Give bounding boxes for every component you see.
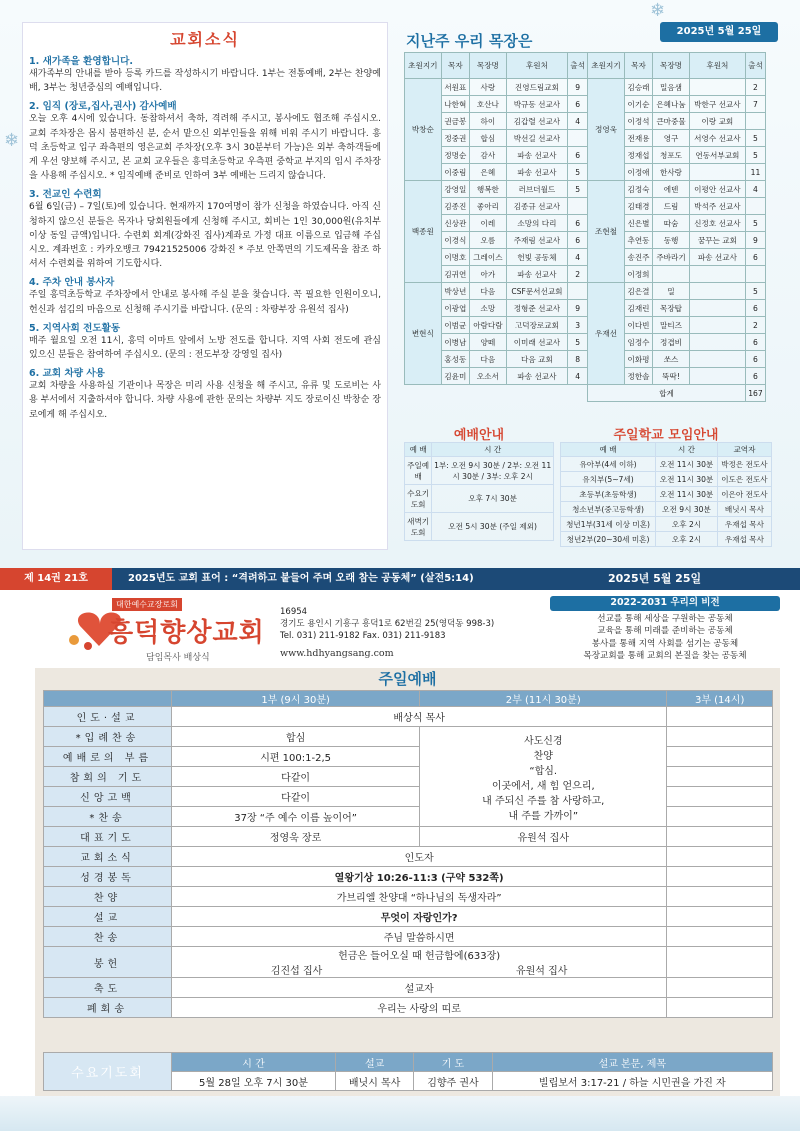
table-row: 교회소식 인도자 bbox=[44, 847, 773, 867]
news-heading: 6. 교회 차량 사용 bbox=[29, 368, 105, 380]
service-label: 찬양 bbox=[44, 887, 172, 907]
pasture-cell: 박상년 bbox=[441, 283, 469, 300]
sunday-service bbox=[35, 668, 780, 1048]
news-heading: 2. 임직 (장로,집사,권사) 감사예배 bbox=[29, 101, 177, 113]
pasture-cell: 양떼 bbox=[470, 334, 507, 351]
pasture-cell bbox=[745, 198, 765, 215]
pasture-cell: 밀음샘 bbox=[653, 79, 690, 96]
church-news bbox=[22, 22, 388, 550]
pasture-cell: 4 bbox=[745, 181, 765, 198]
table-row: *입례찬송 합심 사도신경 찬양 “합심. 이곳에서, 새 힘 얻으리, 내 주되신 주를 참 사랑하고, 내 주를 가까이” bbox=[44, 727, 773, 747]
pasture-cell: 5 bbox=[568, 181, 588, 198]
pasture-cell: 2 bbox=[568, 266, 588, 283]
pasture-cell: 이기순 bbox=[624, 96, 652, 113]
snowflake-icon: ❄ bbox=[4, 130, 20, 151]
table-row: 유치부(5~7세) 오전 11시 30분 이도은 전도사 bbox=[561, 472, 772, 487]
table-row: *찬송 37장 “주 예수 이름 높이어” bbox=[44, 807, 773, 827]
pasture-cell: 은혜나눔 bbox=[653, 96, 690, 113]
worship-info-title: 예배안내 bbox=[453, 428, 505, 443]
pasture-header: 목자 bbox=[624, 53, 652, 79]
pasture-cell: 6 bbox=[568, 147, 588, 164]
pasture-cell bbox=[653, 266, 690, 283]
pasture-cell: 홍성동 bbox=[441, 351, 469, 368]
pasture-cell: 주재림 선교사 bbox=[506, 232, 567, 249]
table-row: 주일예배 1부: 오전 9시 30분 / 2부: 오전 11시 30분 / 3부: 오후 2시 bbox=[405, 457, 554, 485]
pasture-header: 목장명 bbox=[470, 53, 507, 79]
pasture-cell: 임정수 bbox=[624, 334, 652, 351]
pasture-cell: 박규동 선교사 bbox=[506, 96, 567, 113]
table-row bbox=[405, 351, 766, 368]
pasture-cell: 다음 bbox=[470, 351, 507, 368]
service-label: *찬송 bbox=[44, 807, 172, 827]
church-address: 16954 경기도 용인시 기흥구 흥덕1로 62번길 25(영덕동 998-3) Tel. 031) 211-9182 Fax. 031) 211-9183 bbox=[280, 607, 495, 641]
pasture-header: 후원처 bbox=[689, 53, 745, 79]
region-leader: 박창순 bbox=[405, 79, 442, 181]
pasture-cell: 이정애 bbox=[624, 164, 652, 181]
pasture-cell bbox=[689, 317, 745, 334]
table-row bbox=[405, 79, 766, 96]
table-row: 청소년부(중고등학생) 오전 9시 30분 배닛시 목사 bbox=[561, 502, 772, 517]
pasture-cell: 행복한 bbox=[470, 181, 507, 198]
vision-line: 선교를 통해 세상을 구원하는 공동체 bbox=[597, 613, 733, 624]
pasture-cell: 이정희 bbox=[624, 266, 652, 283]
pasture-cell: 신은별 bbox=[624, 215, 652, 232]
pasture-cell: 파송 선교사 bbox=[506, 164, 567, 181]
news-text: 교회 차량을 사용하실 기관이나 목장은 미리 사용 신청을 해 주시고, 유류 및 도로비는 사용 부서에서 지출하셔야 합니다. 차량 사용에 관한 문의는 차량부 지도 장로이신 박창순 장로에게 해 주십시오. bbox=[29, 381, 381, 420]
pasture-cell: CSF문서선교회 bbox=[506, 283, 567, 300]
region-leader: 정영욱 bbox=[588, 79, 625, 181]
pasture-cell: 이화평 bbox=[624, 351, 652, 368]
pasture-cell: 전재용 bbox=[624, 130, 652, 147]
pasture-cell: 9 bbox=[745, 232, 765, 249]
pasture-cell: 6 bbox=[745, 249, 765, 266]
winter-scene bbox=[0, 1096, 800, 1131]
total-value: 167 bbox=[745, 385, 765, 402]
pasture-cell: 따숨 bbox=[653, 215, 690, 232]
pasture-cell: 정중권 bbox=[441, 130, 469, 147]
pasture-cell: 오소서 bbox=[470, 368, 507, 385]
pasture-cell: 밀 bbox=[653, 283, 690, 300]
service-label: 참회의 기도 bbox=[44, 767, 172, 787]
pasture-cell: 청포도 bbox=[653, 147, 690, 164]
pasture-cell: 이정석 bbox=[624, 113, 652, 130]
pasture-header: 후원처 bbox=[506, 53, 567, 79]
pasture-cell: 박한구 선교사 bbox=[689, 96, 745, 113]
news-title: 교회소식 bbox=[170, 30, 240, 49]
pasture-cell: 박석주 선교사 bbox=[689, 198, 745, 215]
region-leader: 우재선 bbox=[588, 283, 625, 385]
news-heading: 5. 지역사회 전도활동 bbox=[29, 322, 121, 334]
pasture-cell: 이명호 bbox=[441, 249, 469, 266]
pasture-cell: 6 bbox=[745, 351, 765, 368]
pasture-cell: 드림 bbox=[653, 198, 690, 215]
pasture-header: 목장명 bbox=[653, 53, 690, 79]
table-row bbox=[405, 334, 766, 351]
church-name: 흥덕향상교회 bbox=[108, 618, 265, 648]
table-row: 찬송 주님 말씀하시면 bbox=[44, 927, 773, 947]
service-label: 대표기도 bbox=[44, 827, 172, 847]
region-leader: 변현식 bbox=[405, 283, 442, 385]
table-row bbox=[405, 147, 766, 164]
pasture-header: 출석 bbox=[568, 53, 588, 79]
wednesday-prayer bbox=[35, 1048, 780, 1096]
table-row: 찬양 가브리엘 찬양대 “하나님의 독생자라” bbox=[44, 887, 773, 907]
service-label: *입례찬송 bbox=[44, 727, 172, 747]
pasture-cell: 정명순 bbox=[441, 147, 469, 164]
pasture-cell: 김갑렬 선교사 bbox=[506, 113, 567, 130]
table-row: 유아부(4세 이하) 오전 11시 30분 박정은 전도사 bbox=[561, 457, 772, 472]
pasture-cell bbox=[689, 334, 745, 351]
pasture-cell: 꿈꾸는 교회 bbox=[689, 232, 745, 249]
service-label: 인도·설교 bbox=[44, 707, 172, 727]
vision-line: 교육을 통해 미래를 준비하는 공동체 bbox=[597, 626, 733, 636]
table-row bbox=[405, 283, 766, 300]
pasture-header: 초원지기 bbox=[588, 53, 625, 79]
pasture-cell: 김재린 bbox=[624, 300, 652, 317]
pasture-cell: 정한솔 bbox=[624, 368, 652, 385]
pasture-cell: 강영일 bbox=[441, 181, 469, 198]
pasture-cell: 11 bbox=[745, 164, 765, 181]
news-text: 오늘 오후 4시에 있습니다. 동참하셔서 축하, 격려해 주시고, 봉사에도 협조해 주십시오. 교회 주차장은 몹시 붐편하신 분, 순서 맡으신 외부인들을 위해 비워 주시기 바랍니다. 흥덕 초등학교 입구 좌측편의 영은교회 주차장(오후 3시 30분부터 가능)은 외부 축하객들에게 우선 양보해 주시고, 본 교회 교우들은 흥덕초등학교 우측편 중학교 부지의 임시 주차장을 사용해 주십시오. * 임직예배 준비로 인하여 3부 예배는 드리지 않습니다. bbox=[29, 114, 381, 182]
pasture-header: 출석 bbox=[745, 53, 765, 79]
service-label: 신앙고백 bbox=[44, 787, 172, 807]
wednesday-label: 수요기도회 bbox=[44, 1053, 172, 1091]
pasture-cell: 6 bbox=[745, 300, 765, 317]
volume-badge: 제 14권 21호 bbox=[0, 568, 112, 590]
pasture-table bbox=[404, 52, 766, 402]
pasture-cell: 추연동 bbox=[624, 232, 652, 249]
table-row: 초등부(초등학생) 오전 11시 30분 이은아 전도사 bbox=[561, 487, 772, 502]
pasture-cell: 파송 선교사 bbox=[506, 368, 567, 385]
service-table: 1부 (9시 30분) 2부 (11시 30분) 3부 (14시) 인도·설교 배상식 목사 *입례찬송 합심 사도신경 찬양 “합심. 이곳에서, 새 힘 얻으리, 내 주되신 주를 참 사랑하고, 내 주를 가까이” 예배로의 부름 시편 100:1-2,5 참회의 기도 다같이 신앙고백 다같이 *찬송 37장 “주 예수 이름 높이어” 대표기도 정영욱 장로 유원석 집사 교회소식 인도자 성경봉독 열왕기상 10:26-11:3 (구약 532쪽) 찬양 가브리엘 찬양대 “하나님의 독생자라” 설교 무엇이 자랑인가? 찬송 주님 말씀하시면 봉헌 헌금은 들어오실 때 헌금함에(633장) 김진섭 집사 유원석 집사 축도 설교자 폐회송 우리는 사랑의 띠로 bbox=[43, 690, 773, 1018]
table-row: 성경봉독 열왕기상 10:26-11:3 (구약 532쪽) bbox=[44, 867, 773, 887]
motto: 2025년도 교회 표어 : “격려하고 붙들어 주며 오래 참는 공동체” (살전5:14) bbox=[128, 573, 474, 584]
vision-box bbox=[550, 596, 780, 663]
pasture-cell bbox=[689, 368, 745, 385]
pasture-cell: 5 bbox=[568, 334, 588, 351]
news-heading: 1. 새가족을 환영합니다. bbox=[29, 56, 134, 67]
news-text: 새가족부의 안내를 받아 등록 카드를 작성하시기 바랍니다. 1부는 전통예배, 2부는 찬양예배, 3부는 청년중심의 예배입니다. bbox=[29, 69, 381, 94]
pasture-cell: 6 bbox=[568, 232, 588, 249]
pasture-cell: 말티즈 bbox=[653, 317, 690, 334]
pasture-cell: 다음 교회 bbox=[506, 351, 567, 368]
pasture-cell: 뚝딱! bbox=[653, 368, 690, 385]
pasture-cell: 신정호 선교사 bbox=[689, 215, 745, 232]
pasture-cell: 8 bbox=[568, 351, 588, 368]
pasture-cell: 정형준 선교사 bbox=[506, 300, 567, 317]
pasture-cell: 5 bbox=[568, 164, 588, 181]
pasture-cell: 감사 bbox=[470, 147, 507, 164]
table-row: 예배로의 부름 시편 100:1-2,5 bbox=[44, 747, 773, 767]
pasture-cell: 서원표 bbox=[441, 79, 469, 96]
pasture-cell: 다음 bbox=[470, 283, 507, 300]
pasture-cell: 이범균 bbox=[441, 317, 469, 334]
vision-line: 봉사를 통해 지역 사회를 섬기는 공동체 bbox=[591, 638, 739, 649]
pasture-cell: 4 bbox=[568, 368, 588, 385]
service-label: 교회소식 bbox=[44, 847, 172, 867]
pasture-cell bbox=[689, 164, 745, 181]
pasture-cell: 헌빛 공동체 bbox=[506, 249, 567, 266]
pasture-cell: 권금봉 bbox=[441, 113, 469, 130]
pasture-cell bbox=[568, 283, 588, 300]
pasture-cell: 이랑 교회 bbox=[689, 113, 745, 130]
pasture-cell: 김윤미 bbox=[441, 368, 469, 385]
pasture-cell: 좋아리 bbox=[470, 198, 507, 215]
news-heading: 3. 전교인 수련회 bbox=[29, 189, 102, 201]
pasture-cell: 연동서부교회 bbox=[689, 147, 745, 164]
service-label: 폐회송 bbox=[44, 998, 172, 1018]
pasture-cell: 러브더월드 bbox=[506, 181, 567, 198]
table-row bbox=[405, 96, 766, 113]
pasture-cell: 6 bbox=[568, 215, 588, 232]
pasture-cell: 은혜 bbox=[470, 164, 507, 181]
pasture-cell: 이병남 bbox=[441, 334, 469, 351]
table-row: 수요기도회 오후 7시 30분 bbox=[405, 485, 554, 513]
table-row: 폐회송 우리는 사랑의 띠로 bbox=[44, 998, 773, 1018]
pasture-cell: 김은결 bbox=[624, 283, 652, 300]
news-text: 주일 흥덕초등학교 주차장에서 안내로 봉사해 주실 분을 찾습니다. 꼭 필요한 인원이오니, 헌신과 섬김의 마음으로 신청해 주시기를 바랍니다. (문의 : 차량부장 유원석 집사) bbox=[29, 290, 381, 315]
table-row bbox=[405, 215, 766, 232]
region-leader: 조현철 bbox=[588, 181, 625, 283]
pasture-title: 지난주 우리 목장은 bbox=[406, 32, 533, 50]
pasture-cell: 이중림 bbox=[441, 164, 469, 181]
pasture-cell: 이다빈 bbox=[624, 317, 652, 334]
pasture-cell: 아람다람 bbox=[470, 317, 507, 334]
pasture-cell: 큰마중물 bbox=[653, 113, 690, 130]
service-title: 주일예배 bbox=[378, 670, 437, 688]
pasture-cell: 이평안 선교사 bbox=[689, 181, 745, 198]
pasture-cell: 사랑 bbox=[470, 79, 507, 96]
pasture-cell: 3 bbox=[568, 317, 588, 334]
service-label: 축도 bbox=[44, 978, 172, 998]
service-label: 예배로의 부름 bbox=[44, 747, 172, 767]
pasture-cell: 한사랑 bbox=[653, 164, 690, 181]
pasture-cell: 소망의 다리 bbox=[506, 215, 567, 232]
table-row bbox=[405, 266, 766, 283]
pasture-cell: 오름 bbox=[470, 232, 507, 249]
pasture-cell: 하이 bbox=[470, 113, 507, 130]
service-label: 성경봉독 bbox=[44, 867, 172, 887]
pasture-cell bbox=[745, 113, 765, 130]
vision-title: 2022-2031 우리의 비전 bbox=[550, 596, 780, 611]
pasture-cell bbox=[689, 266, 745, 283]
table-row bbox=[405, 130, 766, 147]
pasture-cell: 7 bbox=[745, 96, 765, 113]
church-url[interactable]: www.hdhyangsang.com bbox=[280, 648, 394, 659]
pasture-cell: 5 bbox=[745, 283, 765, 300]
pasture-cell: 이광엽 bbox=[441, 300, 469, 317]
pasture-cell: 김귀연 bbox=[441, 266, 469, 283]
pasture-cell: 나한혁 bbox=[441, 96, 469, 113]
service-label: 찬송 bbox=[44, 927, 172, 947]
table-row: 설교 무엇이 자랑인가? bbox=[44, 907, 773, 927]
worship-info-table: 예 배 시 간 주일예배 1부: 오전 9시 30분 / 2부: 오전 11시 30분 / 3부: 오후 2시 수요기도회 오후 7시 30분 새벽기도회 오전 5시 30분 (주일 제외) bbox=[404, 442, 554, 541]
table-row bbox=[405, 164, 766, 181]
pasture-cell: 4 bbox=[568, 249, 588, 266]
banner bbox=[0, 568, 800, 590]
table-row: 청년2부(20~30세 미혼) 오후 2시 우재섭 목사 bbox=[561, 532, 772, 547]
table-row: 신앙고백 다같이 bbox=[44, 787, 773, 807]
pasture-cell: 김종규 선교사 bbox=[506, 198, 567, 215]
pasture-cell: 이레 bbox=[470, 215, 507, 232]
wednesday-table: 수요기도회 시 간 설교 기 도 설교 본문, 제목 5월 28일 오후 7시 30분 배닛시 목사 김향주 권사 빌립보서 3:17-21 / 하늘 시민권을 가진 자 bbox=[43, 1052, 773, 1091]
pasture-cell: 6 bbox=[745, 368, 765, 385]
pasture-cell: 서영수 선교사 bbox=[689, 130, 745, 147]
pasture-cell: 5 bbox=[745, 147, 765, 164]
pasture-cell: 동행 bbox=[653, 232, 690, 249]
pasture-header: 초원지기 bbox=[405, 53, 442, 79]
pasture-cell: 9 bbox=[568, 79, 588, 96]
pasture-cell: 에덴 bbox=[653, 181, 690, 198]
pasture-cell: 신상관 bbox=[441, 215, 469, 232]
pasture-cell: 5 bbox=[745, 130, 765, 147]
pasture-cell: 목장탑 bbox=[653, 300, 690, 317]
pasture-cell: 6 bbox=[745, 334, 765, 351]
pasture-cell: 그레이스 bbox=[470, 249, 507, 266]
pasture-cell: 아가 bbox=[470, 266, 507, 283]
school-table: 예 배 시 간 교역자 유아부(4세 이하) 오전 11시 30분 박정은 전도사 유치부(5~7세) 오전 11시 30분 이도은 전도사 초등부(초등학생) 오전 11시 30분 이은아 전도사 청소년부(중고등학생) 오전 9시 30분 배닛시 목사 청년1부(31세 이상 미혼) 오후 2시 우재섭 목사 청년2부(20~30세 미혼) 오후 2시 우재섭 목사 bbox=[560, 442, 772, 547]
table-row bbox=[405, 181, 766, 198]
table-row: 대표기도 정영욱 장로 유원석 집사 bbox=[44, 827, 773, 847]
pastor: 담임목사 배상식 bbox=[146, 653, 210, 663]
news-text: 매주 월요일 오전 11시, 흥덕 이마트 앞에서 노방 전도를 합니다. 지역 사회 전도에 관심 있으신 분들은 참여하여 주십시오. (문의 : 전도부장 강영일 집사) bbox=[29, 335, 381, 361]
snowflake-icon: ❄ bbox=[650, 0, 666, 21]
table-row bbox=[405, 113, 766, 130]
praise-2nd: 사도신경 찬양 “합심. 이곳에서, 새 힘 얻으리, 내 주되신 주를 참 사랑하고, 내 주를 가까이” bbox=[420, 727, 667, 827]
pasture-cell bbox=[689, 300, 745, 317]
table-row bbox=[405, 232, 766, 249]
pasture-cell bbox=[568, 130, 588, 147]
date-badge: 2025년 5월 25일 bbox=[660, 22, 778, 42]
news-heading: 4. 주차 안내 봉사자 bbox=[29, 277, 115, 289]
pasture-cell: 김승래 bbox=[624, 79, 652, 96]
pasture-cell: 파송 선교사 bbox=[506, 266, 567, 283]
table-row bbox=[405, 300, 766, 317]
total-label: 합계 bbox=[588, 385, 746, 402]
pasture-cell: 김종진 bbox=[441, 198, 469, 215]
table-row: 인도·설교 배상식 목사 bbox=[44, 707, 773, 727]
issue-date: 2025년 5월 25일 bbox=[608, 572, 702, 585]
pasture-cell: 쏘스 bbox=[653, 351, 690, 368]
pasture-cell: 고덕장로교회 bbox=[506, 317, 567, 334]
pasture-cell: 주바라기 bbox=[653, 249, 690, 266]
region-leader: 백종원 bbox=[405, 181, 442, 283]
pasture-cell: 파송 선교사 bbox=[689, 249, 745, 266]
school-title: 주일학교 모임안내 bbox=[613, 428, 719, 443]
pasture-header: 목자 bbox=[441, 53, 469, 79]
pasture-cell: 9 bbox=[568, 300, 588, 317]
pasture-cell: 정겹비 bbox=[653, 334, 690, 351]
pasture-cell: 파송 선교사 bbox=[506, 147, 567, 164]
pasture-cell: 6 bbox=[568, 96, 588, 113]
pasture-cell bbox=[689, 351, 745, 368]
pasture-cell: 4 bbox=[568, 113, 588, 130]
pasture-cell: 2 bbox=[745, 79, 765, 96]
service-label: 봉헌 bbox=[44, 947, 172, 978]
table-row bbox=[405, 317, 766, 334]
pasture-cell: 2 bbox=[745, 317, 765, 334]
pasture-cell: 김태경 bbox=[624, 198, 652, 215]
pasture-cell: 영구 bbox=[653, 130, 690, 147]
pasture-cell: 합심 bbox=[470, 130, 507, 147]
vision-line: 목장교회를 통해 교회의 본질을 찾는 공동체 bbox=[583, 651, 747, 661]
pasture-cell: 5 bbox=[745, 215, 765, 232]
pasture-cell bbox=[568, 198, 588, 215]
pasture-cell bbox=[689, 283, 745, 300]
table-row: 청년1부(31세 이상 미혼) 오후 2시 우재섭 목사 bbox=[561, 517, 772, 532]
pasture-cell: 소망 bbox=[470, 300, 507, 317]
pasture-cell: 박선길 선교사 bbox=[506, 130, 567, 147]
pasture-cell bbox=[689, 79, 745, 96]
denomination: 대한예수교장로회 bbox=[112, 598, 182, 611]
pasture-cell: 이경식 bbox=[441, 232, 469, 249]
table-row: 축도 설교자 bbox=[44, 978, 773, 998]
table-row: 참회의 기도 다같이 bbox=[44, 767, 773, 787]
table-row bbox=[405, 368, 766, 385]
pasture-cell: 호산나 bbox=[470, 96, 507, 113]
news-text: 6월 6일(금) – 7일(토)에 있습니다. 현재까지 170여명이 참가 신청을 하였습니다. 아직 신청하지 않으신 분들은 목자나 당회원들에게 신청해 주시고, 회비는 1인 30,000원(유치부 이상 동일 금액)입니다. 수련회 회계(강화진 집사)계좌로 가정 대표 이름으로 입금해 주십시오. 계좌번호 : 카카오뱅크 79421525006 강화진 * 주보 안쪽면의 기도제목을 참조 하셔서 수련회를 위하여 기도합시다. bbox=[29, 202, 381, 270]
table-row: 봉헌 헌금은 들어오실 때 헌금함에(633장) 김진섭 집사 유원석 집사 bbox=[44, 947, 773, 978]
pasture-cell: 진영드림교회 bbox=[506, 79, 567, 96]
table-row bbox=[405, 249, 766, 266]
pasture-cell bbox=[745, 266, 765, 283]
pasture-cell: 송진주 bbox=[624, 249, 652, 266]
pasture-cell: 김정숙 bbox=[624, 181, 652, 198]
pasture-cell: 정재섭 bbox=[624, 147, 652, 164]
pasture-cell: 이미래 선교사 bbox=[506, 334, 567, 351]
table-row bbox=[405, 198, 766, 215]
table-row: 새벽기도회 오전 5시 30분 (주일 제외) bbox=[405, 513, 554, 541]
service-label: 설교 bbox=[44, 907, 172, 927]
